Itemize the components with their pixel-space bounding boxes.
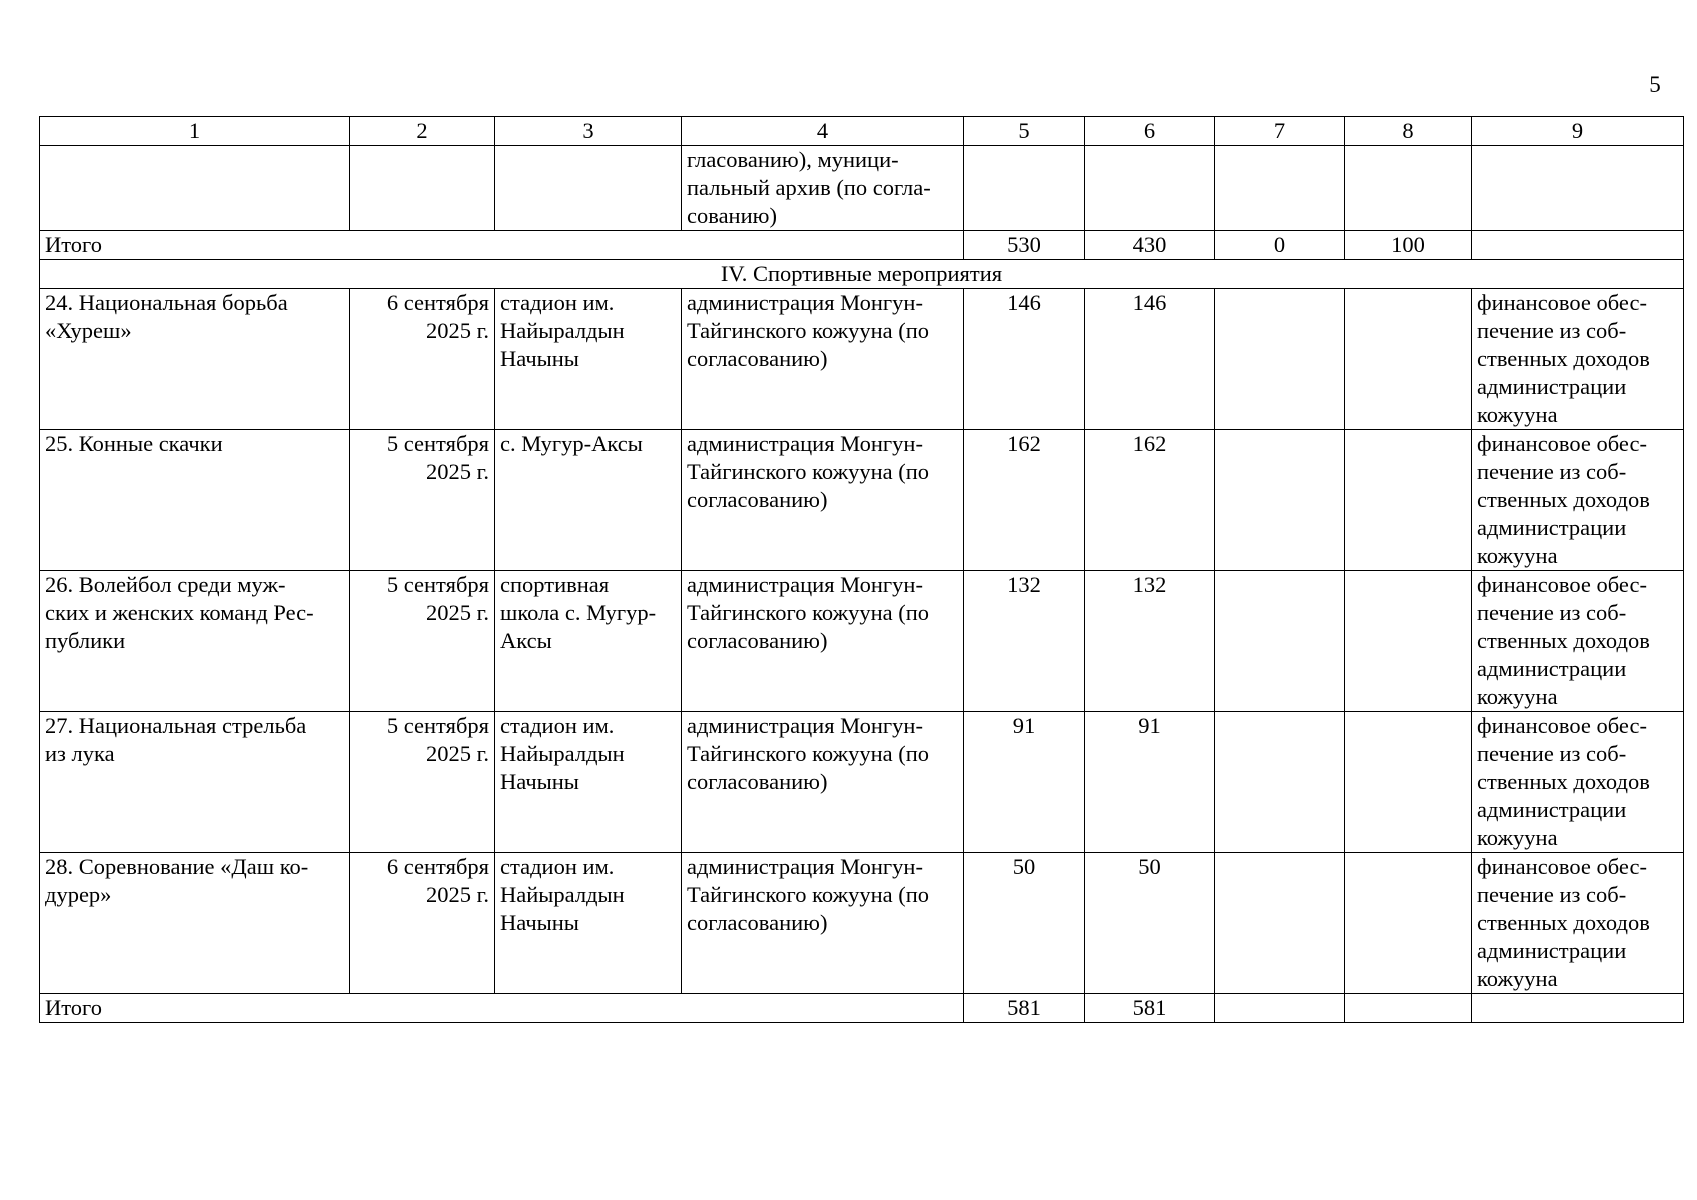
event-name-cell: 28. Соревнование «Даш ко- дурер»: [40, 853, 350, 994]
event-c5-cell: 50: [964, 853, 1085, 994]
continuation-organizer: гласованию), муници- пальный архив (по согла- сованию): [682, 146, 964, 231]
event-date-cell: 6 сентября 2025 г.: [350, 289, 495, 430]
event-date-cell: 6 сентября 2025 г.: [350, 853, 495, 994]
event-organizer-cell: администрация Монгун- Тайгинского кожууна (по согласованию): [682, 712, 964, 853]
event-date-cell: 5 сентября 2025 г.: [350, 571, 495, 712]
event-c8-cell: [1345, 571, 1472, 712]
event-c6-cell: 162: [1085, 430, 1215, 571]
table-row: [40, 430, 1684, 571]
header-col-8: 8: [1345, 117, 1472, 146]
event-note-cell: финансовое обес- печение из соб- ственных доходов администрации кожууна: [1472, 430, 1684, 571]
header-col-9: 9: [1472, 117, 1684, 146]
cell-empty: [1085, 146, 1215, 231]
page-number: 5: [1649, 72, 1661, 97]
header-col-4: 4: [682, 117, 964, 146]
header-col-6: 6: [1085, 117, 1215, 146]
event-c7-cell: [1215, 853, 1345, 994]
event-c8-cell: [1345, 712, 1472, 853]
event-place-cell: спортивная школа с. Мугур- Аксы: [495, 571, 682, 712]
event-organizer-cell: администрация Монгун- Тайгинского кожууна (по согласованию): [682, 853, 964, 994]
table-row: [40, 571, 1684, 712]
section-title: IV. Спортивные мероприятия: [40, 260, 1684, 289]
event-c5-cell: 162: [964, 430, 1085, 571]
header-col-5: 5: [964, 117, 1085, 146]
event-c8-cell: [1345, 289, 1472, 430]
event-place-cell: стадион им. Найыралдын Начыны: [495, 289, 682, 430]
cell-empty: [495, 146, 682, 231]
total-c7: [1215, 994, 1345, 1023]
total-c7: 0: [1215, 231, 1345, 260]
continuation-row: [40, 146, 1684, 231]
event-c5-cell: 91: [964, 712, 1085, 853]
event-c8-cell: [1345, 430, 1472, 571]
total-c6: 581: [1085, 994, 1215, 1023]
header-row: [40, 117, 1684, 146]
total-c6: 430: [1085, 231, 1215, 260]
header-col-2: 2: [350, 117, 495, 146]
cell-empty: [1345, 146, 1472, 231]
event-note-cell: финансовое обес- печение из соб- ственных доходов администрации кожууна: [1472, 571, 1684, 712]
cell-empty: [1472, 231, 1684, 260]
event-name-cell: 27. Национальная стрельба из лука: [40, 712, 350, 853]
total-c5: 581: [964, 994, 1085, 1023]
event-c6-cell: 146: [1085, 289, 1215, 430]
event-place-cell: с. Мугур-Аксы: [495, 430, 682, 571]
event-note-cell: финансовое обес- печение из соб- ственных доходов администрации кожууна: [1472, 289, 1684, 430]
total-label: Итого: [40, 231, 964, 260]
event-note-cell: финансовое обес- печение из соб- ственных доходов администрации кожууна: [1472, 853, 1684, 994]
cell-empty: [1215, 146, 1345, 231]
cell-empty: [40, 146, 350, 231]
event-note-cell: финансовое обес- печение из соб- ственных доходов администрации кожууна: [1472, 712, 1684, 853]
event-c6-cell: 91: [1085, 712, 1215, 853]
event-c5-cell: 146: [964, 289, 1085, 430]
header-col-1: 1: [40, 117, 350, 146]
header-col-7: 7: [1215, 117, 1345, 146]
event-c5-cell: 132: [964, 571, 1085, 712]
event-place-cell: стадион им. Найыралдын Начыны: [495, 712, 682, 853]
section-row: [40, 260, 1684, 289]
event-c7-cell: [1215, 712, 1345, 853]
event-name-cell: 24. Национальная борьба «Хуреш»: [40, 289, 350, 430]
event-organizer-cell: администрация Монгун- Тайгинского кожууна (по согласованию): [682, 430, 964, 571]
event-date-cell: 5 сентября 2025 г.: [350, 712, 495, 853]
event-c7-cell: [1215, 430, 1345, 571]
cell-empty: [1472, 994, 1684, 1023]
table-row: [40, 712, 1684, 853]
total-c5: 530: [964, 231, 1085, 260]
total-c8: [1345, 994, 1472, 1023]
event-place-cell: стадион им. Найыралдын Начыны: [495, 853, 682, 994]
cell-empty: [964, 146, 1085, 231]
cell-empty: [1472, 146, 1684, 231]
total-row-1: [40, 231, 1684, 260]
cell-empty: [350, 146, 495, 231]
total-row-2: [40, 994, 1684, 1023]
events-table: [39, 116, 1684, 1023]
event-c7-cell: [1215, 289, 1345, 430]
header-col-3: 3: [495, 117, 682, 146]
total-label: Итого: [40, 994, 964, 1023]
event-organizer-cell: администрация Монгун- Тайгинского кожууна (по согласованию): [682, 289, 964, 430]
event-organizer-cell: администрация Монгун- Тайгинского кожууна (по согласованию): [682, 571, 964, 712]
table-row: [40, 853, 1684, 994]
event-c6-cell: 132: [1085, 571, 1215, 712]
event-c6-cell: 50: [1085, 853, 1215, 994]
event-name-cell: 25. Конные скачки: [40, 430, 350, 571]
event-c8-cell: [1345, 853, 1472, 994]
total-c8: 100: [1345, 231, 1472, 260]
event-c7-cell: [1215, 571, 1345, 712]
event-name-cell: 26. Волейбол среди муж- ских и женских команд Рес- публики: [40, 571, 350, 712]
table-row: [40, 289, 1684, 430]
event-date-cell: 5 сентября 2025 г.: [350, 430, 495, 571]
